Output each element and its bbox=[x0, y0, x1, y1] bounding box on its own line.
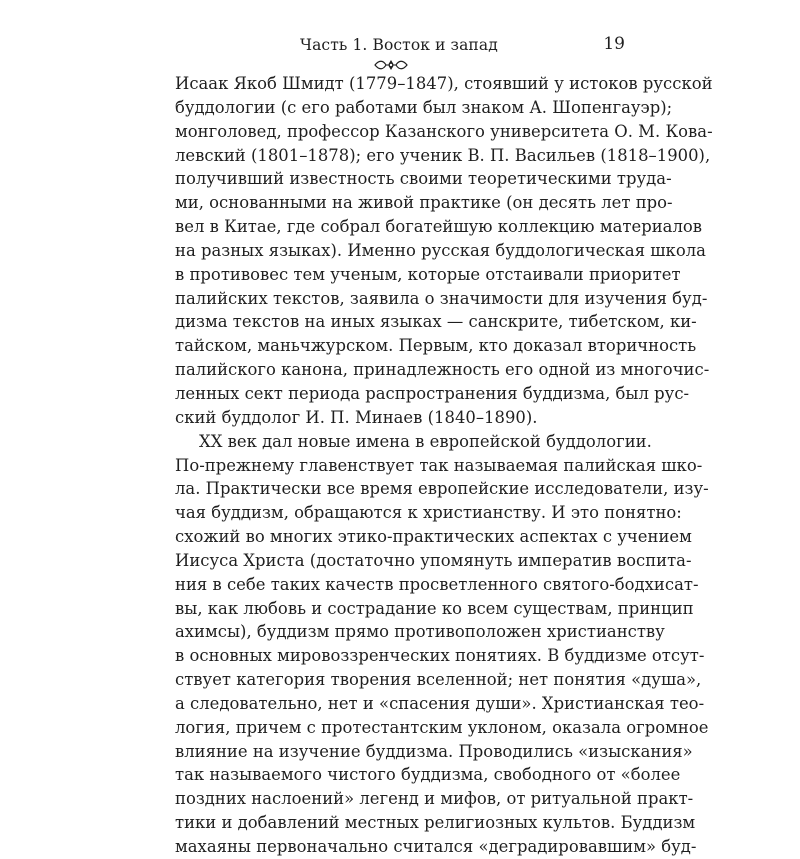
text-line: левский (1801–1878); его ученик В. П. Васильев (1818–1900), bbox=[175, 145, 711, 165]
text-line: Исаак Якоб Шмидт (1779–1847), стоявший у истоков русской bbox=[175, 74, 713, 93]
text-line: ский буддолог И. П. Минаев (1840–1890). bbox=[175, 407, 538, 427]
text-line: так называемого чистого буддизма, свободного от «более bbox=[175, 765, 681, 785]
text-line: ствует категория творения вселенной; нет понятия «душа», bbox=[175, 670, 702, 690]
running-head bbox=[175, 34, 625, 58]
paragraph bbox=[175, 430, 709, 859]
text-line: в основных мировоззренческих понятиях. В буддизме отсут- bbox=[175, 646, 705, 666]
text-line: тики и добавлений местных религиозных культов. Буддизм bbox=[175, 813, 696, 833]
text-line: буддологии (с его работами был знаком А. Шопенгауэр); bbox=[175, 97, 673, 117]
text-line: ахимсы), буддизм прямо противоположен христианству bbox=[175, 622, 665, 642]
ornament-icon bbox=[374, 59, 408, 71]
text-line: а следовательно, нет и «спасения души». Христианская тео- bbox=[175, 693, 705, 713]
text-line: ния в себе таких качеств просветленного святого-бодхисат- bbox=[175, 574, 699, 594]
text-line: XX век дал новые имена в европейской буддологии. bbox=[199, 431, 652, 451]
paragraph bbox=[175, 72, 713, 430]
text-line: палийского канона, принадлежность его одной из многочис- bbox=[175, 360, 710, 380]
text-line: дизма текстов на иных языках — санскрите, тибетском, ки- bbox=[175, 312, 697, 332]
text-line: ленных сект периода распространения буддизма, был рус- bbox=[175, 383, 690, 403]
text-line: чая буддизм, обращаются к христианству. И это понятно: bbox=[175, 503, 682, 523]
text-line: тайском, маньчжурском. Первым, кто доказал вторичность bbox=[175, 336, 697, 356]
text-line: По-прежнему главенствует так называемая палийская шко- bbox=[175, 455, 703, 475]
text-line: палийских текстов, заявила о значимости для изучения буд- bbox=[175, 288, 708, 308]
text-line: Иисуса Христа (достаточно упомянуть императив воспита- bbox=[175, 550, 692, 570]
running-title: Часть 1. Восток и запад bbox=[300, 36, 498, 54]
text-line: махаяны первоначально считался «деградировавшим» буд- bbox=[175, 837, 697, 856]
text-line: логия, причем с протестантским уклоном, оказала огромное bbox=[175, 717, 709, 737]
text-line: получивший известность своими теоретическими труда- bbox=[175, 169, 672, 189]
text-line: в противовес тем ученым, которые отстаивали приоритет bbox=[175, 264, 681, 284]
text-line: вел в Китае, где собрал богатейшую коллекцию материалов bbox=[175, 217, 703, 237]
text-line: влияние на изучение буддизма. Проводились «изыскания» bbox=[175, 741, 693, 761]
text-line: схожий во многих этико-практических аспектах с учением bbox=[175, 527, 692, 547]
text-line: на разных языках). Именно русская буддологическая школа bbox=[175, 240, 706, 260]
main-text bbox=[175, 72, 713, 856]
text-line: ла. Практически все время европейские исследователи, изу- bbox=[175, 479, 709, 499]
page-number: 19 bbox=[603, 34, 625, 54]
text-line: поздних наслоений» легенд и мифов, от ритуальной практ- bbox=[175, 789, 694, 809]
text-line: монголовед, профессор Казанского университета О. М. Кова- bbox=[175, 121, 713, 141]
text-line: ми, основанными на живой практике (он десять лет про- bbox=[175, 193, 673, 213]
text-line: вы, как любовь и сострадание ко всем существам, принцип bbox=[175, 598, 694, 618]
